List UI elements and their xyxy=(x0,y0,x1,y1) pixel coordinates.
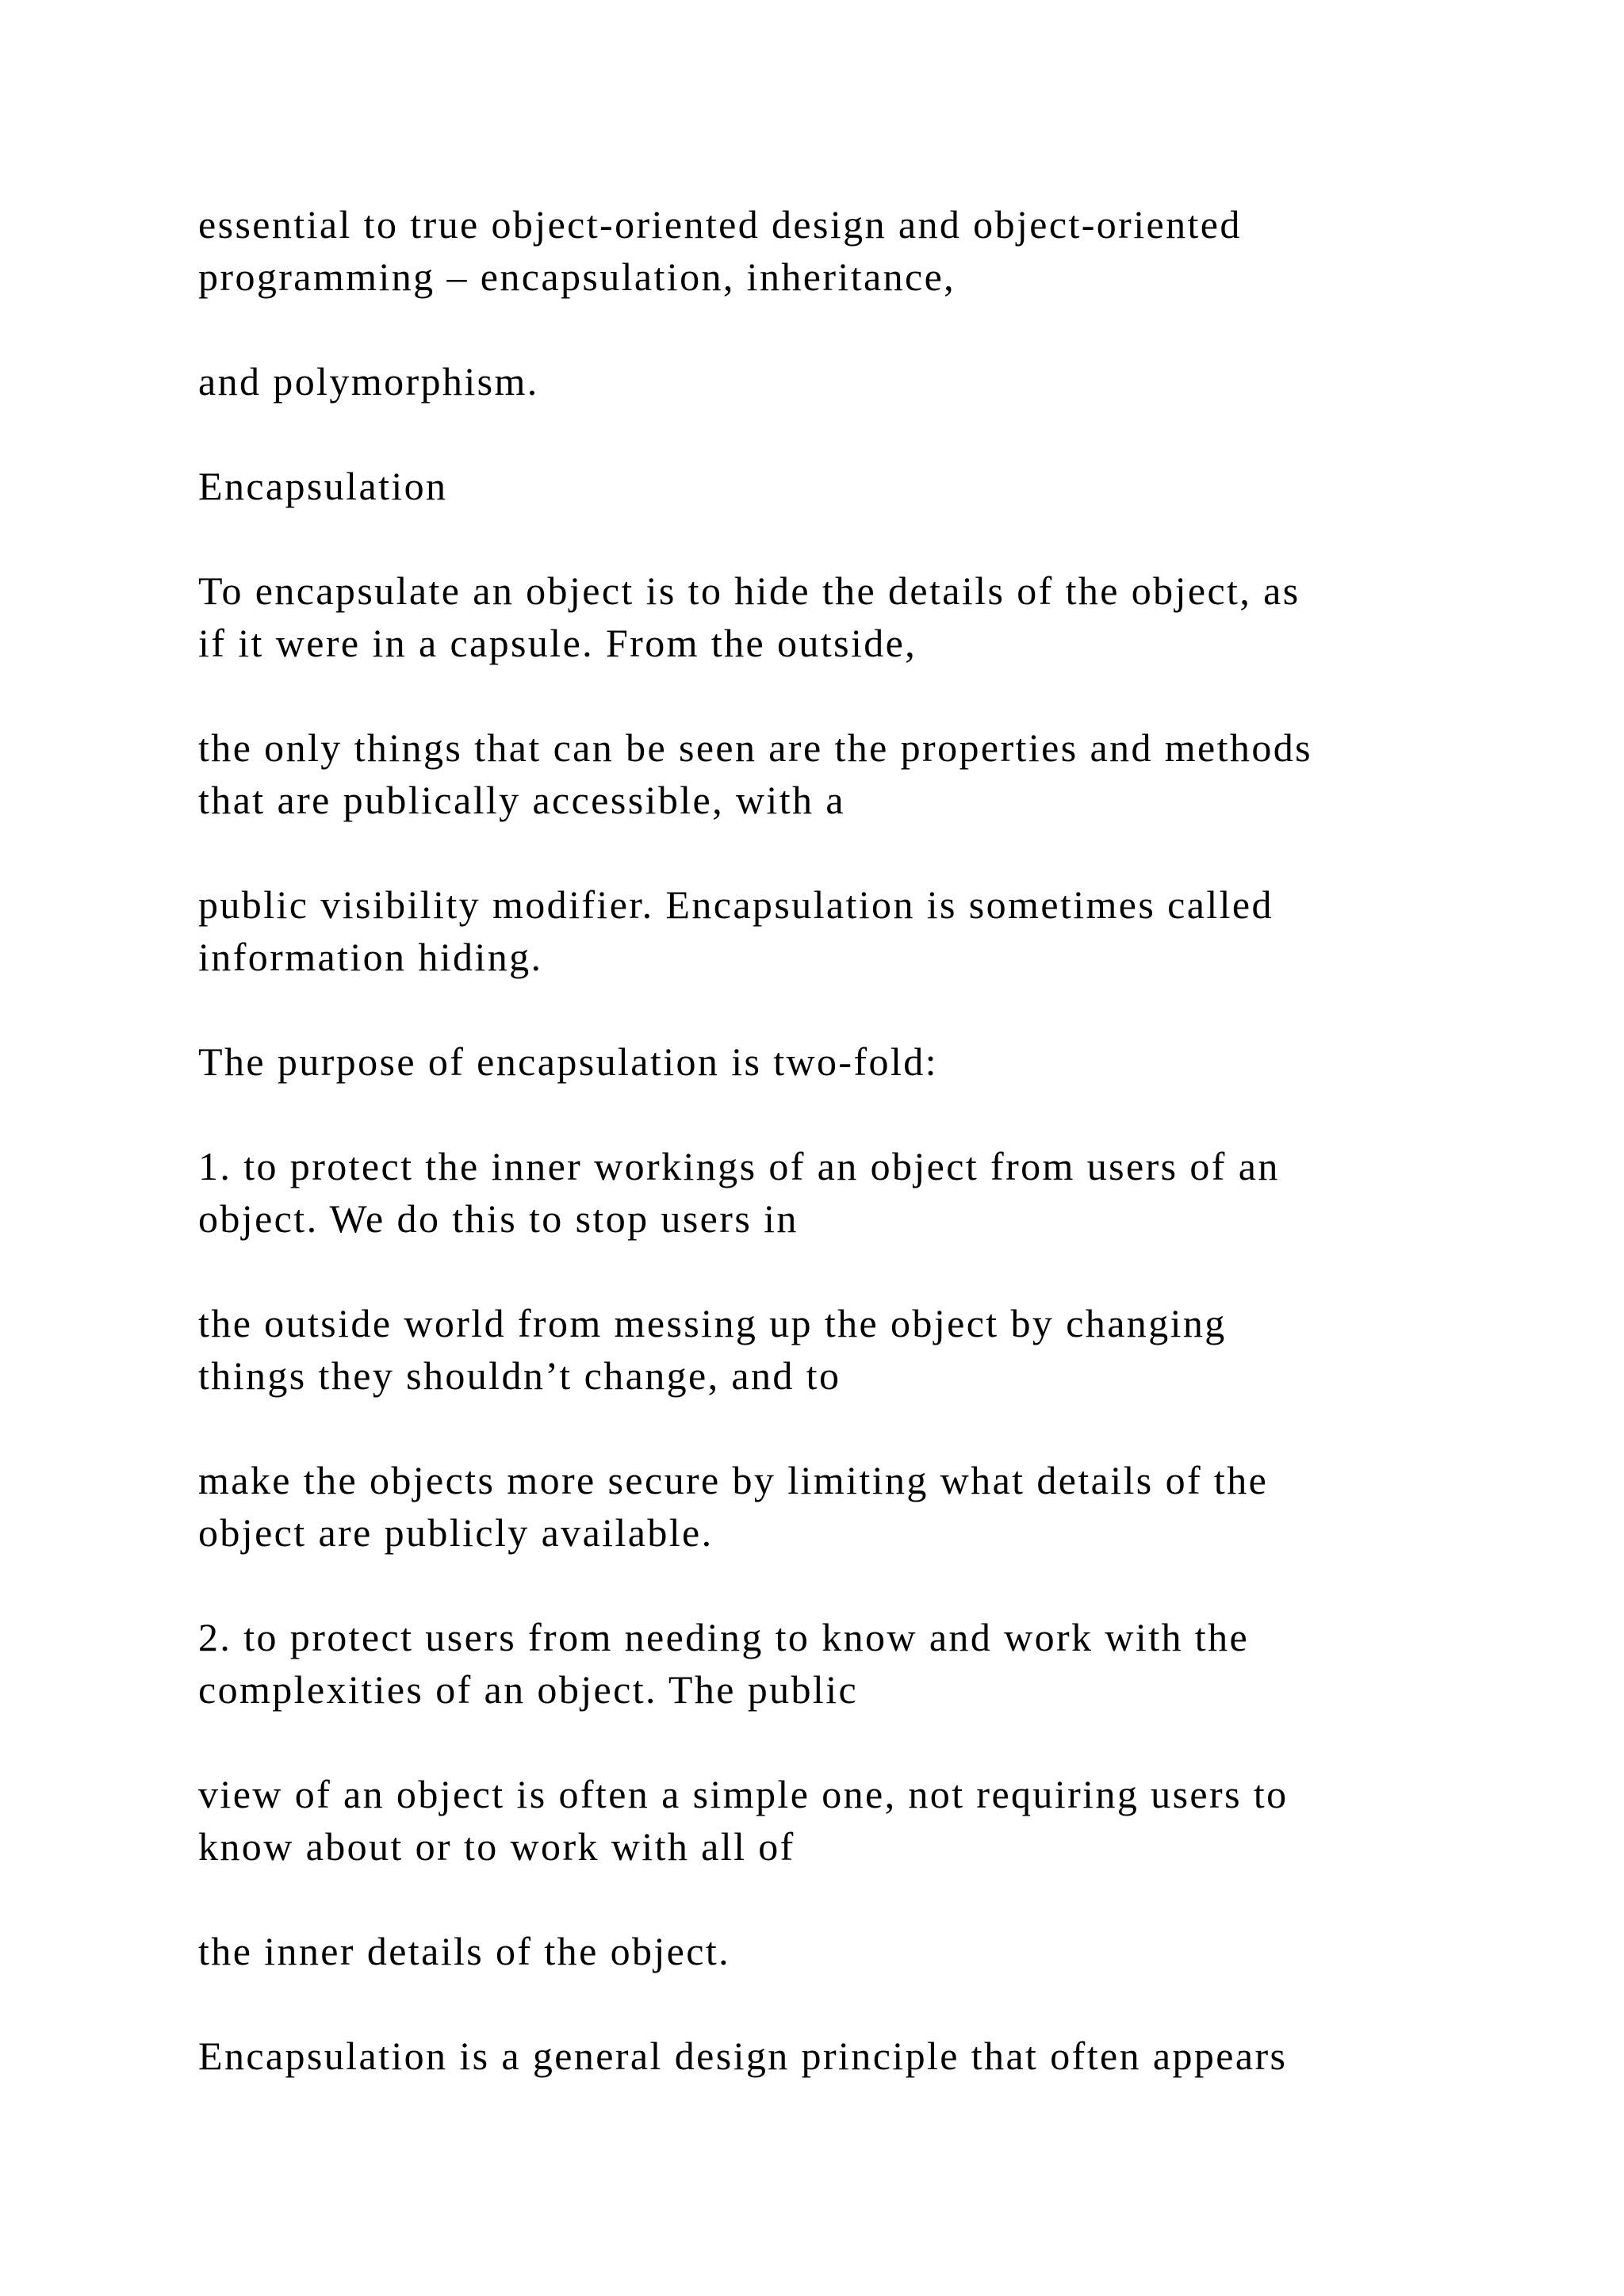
text-line: things they shouldn’t change, and to xyxy=(198,1353,841,1398)
document-body xyxy=(198,198,1515,2134)
text-line: information hiding. xyxy=(198,935,543,979)
text-line: the inner details of the object. xyxy=(198,1929,731,1973)
paragraph xyxy=(198,1611,1515,1716)
text-line: Encapsulation is a general design principle that often appears xyxy=(198,2034,1288,2078)
text-line: To encapsulate an object is to hide the details of the object, as xyxy=(198,568,1300,613)
paragraph xyxy=(198,721,1515,826)
paragraph xyxy=(198,1925,1515,1977)
text-line: essential to true object-oriented design and object-oriented xyxy=(198,202,1242,247)
text-line: public visibility modifier. Encapsulation is sometimes called xyxy=(198,882,1274,927)
text-line: know about or to work with all of xyxy=(198,1824,795,1869)
text-line: programming – encapsulation, inheritance, xyxy=(198,254,956,299)
paragraph xyxy=(198,1035,1515,1088)
text-line: the only things that can be seen are the properties and methods xyxy=(198,725,1312,770)
text-line: view of an object is often a simple one, not requiring users to xyxy=(198,1772,1289,1816)
text-line: object. We do this to stop users in xyxy=(198,1196,799,1241)
paragraph xyxy=(198,460,1515,512)
text-line: make the objects more secure by limiting what details of the xyxy=(198,1458,1269,1502)
paragraph xyxy=(198,355,1515,408)
paragraph xyxy=(198,1297,1515,1402)
text-line: that are publically accessible, with a xyxy=(198,778,845,822)
paragraph xyxy=(198,1768,1515,1873)
paragraph xyxy=(198,2030,1515,2082)
text-line: The purpose of encapsulation is two-fold: xyxy=(198,1039,938,1084)
text-line: the outside world from messing up the object by changing xyxy=(198,1301,1227,1345)
text-line: Encapsulation xyxy=(198,464,448,508)
text-line: 1. to protect the inner workings of an object from users of an xyxy=(198,1144,1280,1188)
paragraph xyxy=(198,564,1515,669)
text-line: object are publicly available. xyxy=(198,1510,714,1555)
paragraph xyxy=(198,1454,1515,1559)
paragraph xyxy=(198,1140,1515,1245)
text-line: if it were in a capsule. From the outside, xyxy=(198,621,917,665)
text-line: complexities of an object. The public xyxy=(198,1667,859,1712)
text-line: and polymorphism. xyxy=(198,359,539,404)
paragraph xyxy=(198,878,1515,983)
paragraph xyxy=(198,198,1515,303)
text-line: 2. to protect users from needing to know and work with the xyxy=(198,1615,1250,1659)
